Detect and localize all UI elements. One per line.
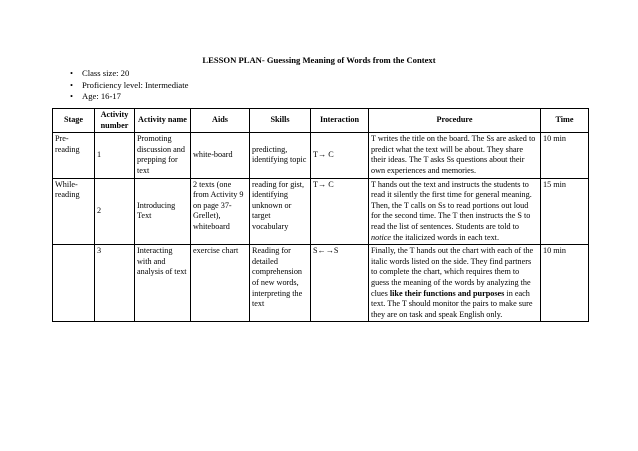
header-time: Time: [541, 109, 589, 133]
procedure-text: the italicized words in each text.: [391, 232, 500, 242]
cell-stage: [53, 245, 95, 322]
cell-number: 3: [95, 245, 135, 322]
cell-aids: white-board: [191, 133, 250, 178]
procedure-text: Finally, the T hands out the chart with each of the italic words listed on the side. They find partners to complete the chart, which requires them to guess the meaning of the words by analyzing the clues: [371, 246, 534, 298]
cell-number: 1: [95, 133, 135, 178]
cell-skills: reading for gist, identifying unknown or target vocabulary: [250, 178, 311, 245]
cell-activity-name: Introducing Text: [135, 178, 191, 245]
bullet-icon: •: [70, 91, 74, 101]
cell-aids: exercise chart: [191, 245, 250, 322]
proficiency-level: Proficiency level: Intermediate: [82, 79, 189, 90]
list-item: [70, 91, 188, 103]
class-size: Class size: 20: [82, 68, 130, 78]
cell-procedure: [369, 245, 541, 322]
lesson-plan-table: [52, 108, 589, 322]
table-row: [53, 178, 589, 245]
cell-activity-name: Interacting with and analysis of text: [135, 245, 191, 322]
cell-skills: predicting, identifying topic: [250, 133, 311, 178]
header-aids: Aids: [191, 109, 250, 133]
cell-interaction: T→ C: [311, 178, 369, 245]
header-procedure: Procedure: [369, 109, 541, 133]
cell-number: 2: [95, 178, 135, 245]
cell-procedure: T writes the title on the board. The Ss are asked to predict what the text will be about. They share their ideas. The T asks Ss questions about their own experiences and memories.: [369, 133, 541, 178]
cell-time: 10 min: [541, 133, 589, 178]
header-activity-name: Activity name: [135, 109, 191, 133]
age: Age: 16-17: [82, 91, 121, 101]
list-item: [70, 80, 188, 92]
cell-skills: Reading for detailed comprehension of new words, interpreting the text: [250, 245, 311, 322]
header-activity-number: Activity number: [95, 109, 135, 133]
bullet-icon: •: [70, 68, 74, 78]
cell-time: 10 min: [541, 245, 589, 322]
header-interaction: Interaction: [311, 109, 369, 133]
cell-interaction: T→ C: [311, 133, 369, 178]
table-row: [53, 133, 589, 178]
cell-interaction: S←→S: [311, 245, 369, 322]
cell-procedure: [369, 178, 541, 245]
info-list: [70, 68, 188, 103]
bullet-icon: •: [70, 79, 74, 90]
cell-stage: While-reading: [53, 178, 95, 245]
table-header-row: [53, 109, 589, 133]
cell-stage: Pre-reading: [53, 133, 95, 178]
lesson-plan-title: LESSON PLAN- Guessing Meaning of Words from the Context: [202, 55, 436, 65]
cell-activity-name: Promoting discussion and prepping for text: [135, 133, 191, 178]
header-skills: Skills: [250, 109, 311, 133]
procedure-text: in each text. The T should monitor the pairs to make sure they are on task and speak English only.: [371, 288, 533, 319]
header-stage: Stage: [53, 109, 95, 133]
procedure-bold: like their functions and purposes: [389, 288, 505, 298]
cell-aids: 2 texts (one from Activity 9 on page 37- Grellet), whiteboard: [191, 178, 250, 245]
list-item: [70, 68, 188, 80]
cell-time: 15 min: [541, 178, 589, 245]
table-row: [53, 245, 589, 322]
procedure-emphasis: notice: [371, 232, 392, 242]
procedure-text: T hands out the text and instructs the students to read it silently the first time for general meaning. Then, the T calls on Ss to read portions out loud for the second time. The T then instructs the S to read the list of sentences. Students are told to: [371, 179, 532, 231]
